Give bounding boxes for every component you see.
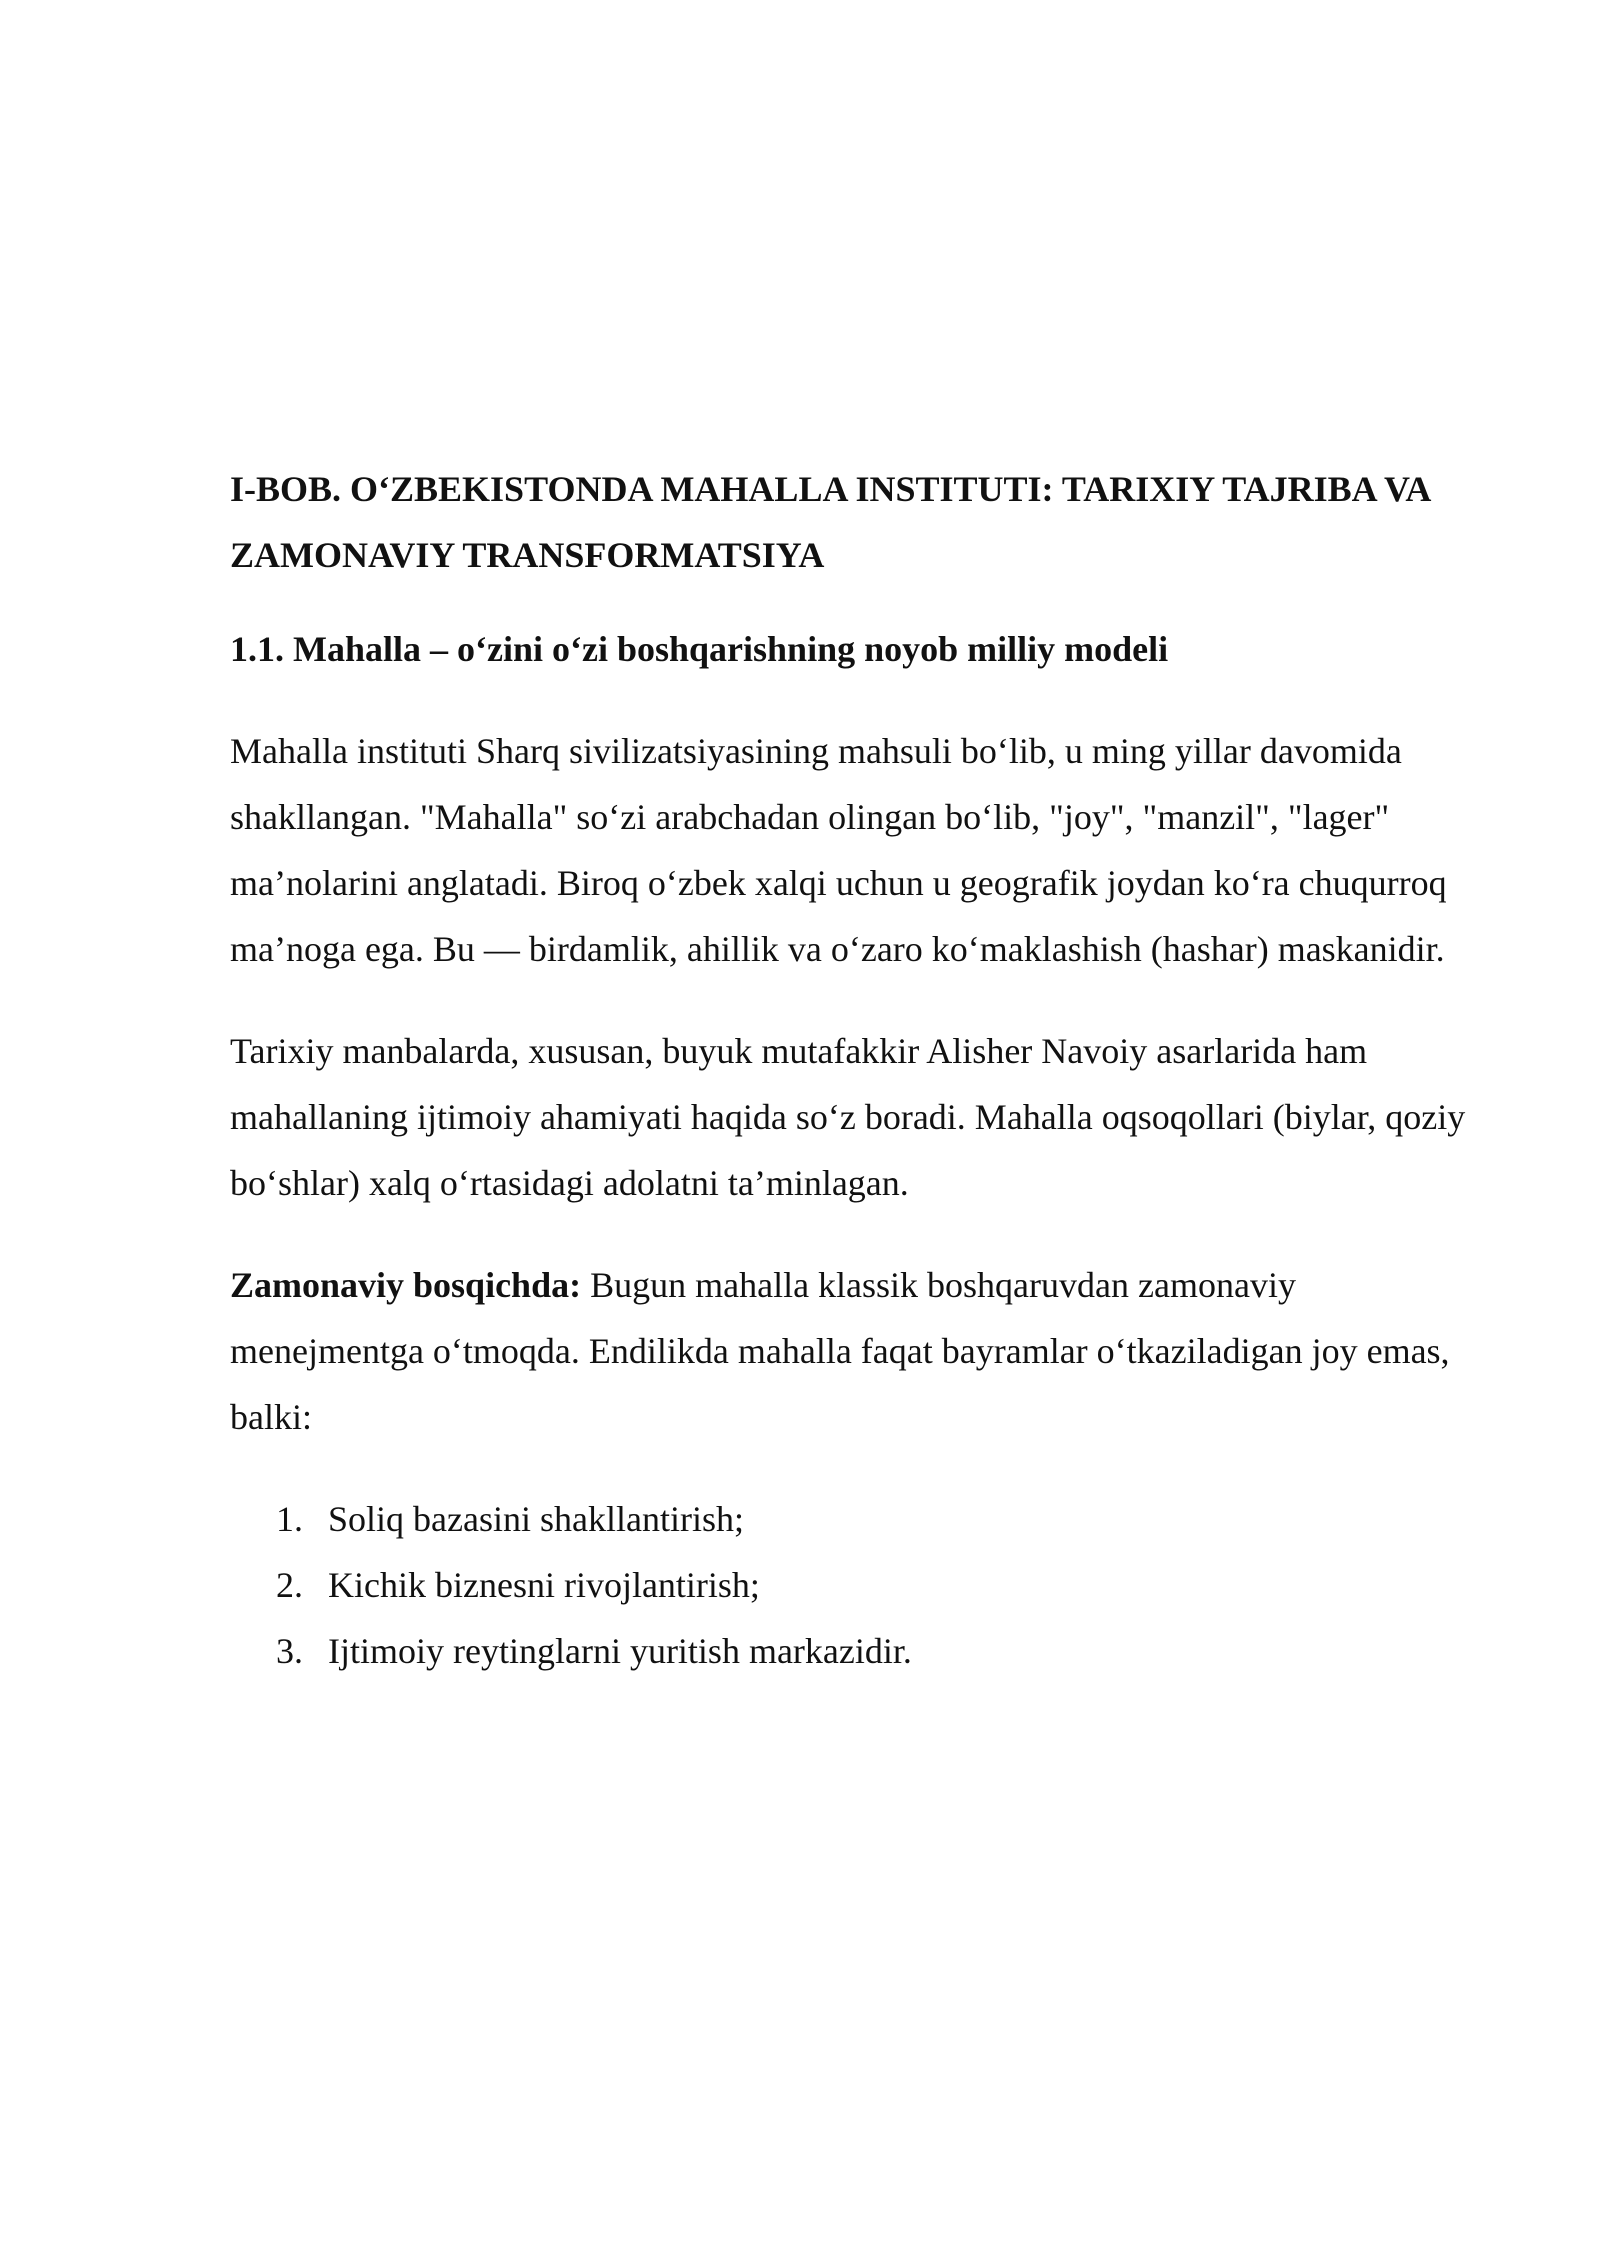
list-item bbox=[230, 1618, 1498, 1684]
modern-stage-lead: Zamonaviy bosqichda: bbox=[230, 1265, 582, 1305]
chapter-title: I-BOB. O‘ZBEKISTONDA MAHALLA INSTITUTI: TARIXIY TAJRIBA VA ZAMONAVIY TRANSFORMATSIYA bbox=[230, 469, 1430, 575]
list-item-text: Ijtimoiy reytinglarni yuritish markazidir. bbox=[328, 1631, 912, 1671]
list-item-text: Soliq bazasini shakllantirish; bbox=[328, 1499, 744, 1539]
modern-stage-text: Bugun mahalla klassik boshqaruvdan zamonaviy menejmentga o‘tmoqda. Endilikda mahalla faqat bayramlar o‘tkaziladigan joy emas, balki: bbox=[230, 1265, 1450, 1437]
document-page bbox=[230, 456, 1498, 1684]
paragraph-modern-stage bbox=[230, 1252, 1498, 1450]
list-item bbox=[230, 1486, 1498, 1552]
list-item-number: 3. bbox=[276, 1631, 303, 1671]
section-title: 1.1. Mahalla – o‘zini o‘zi boshqarishning noyob milliy modeli bbox=[230, 629, 1169, 669]
numbered-list bbox=[230, 1486, 1498, 1684]
list-item bbox=[230, 1552, 1498, 1618]
list-item-number: 1. bbox=[276, 1499, 303, 1539]
list-item-text: Kichik biznesni rivojlantirish; bbox=[328, 1565, 760, 1605]
list-item-number: 2. bbox=[276, 1565, 303, 1605]
paragraph-mahalla-origin: Mahalla instituti Sharq sivilizatsiyasining mahsuli bo‘lib, u ming yillar davomida shakllangan. "Mahalla" so‘zi arabchadan olingan bo‘lib, "joy", "manzil", "lager" ma’nolarini anglatadi. Biroq o‘zbek xalqi uchun u geografik joydan ko‘ra chuqurroq ma’noga ega. Bu — birdamlik, ahillik va o‘zaro ko‘maklashish (hashar) maskanidir. bbox=[230, 731, 1447, 969]
paragraph-historical-sources: Tarixiy manbalarda, xususan, buyuk mutafakkir Alisher Navoiy asarlarida ham mahallaning ijtimoiy ahamiyati haqida so‘z boradi. Mahalla oqsoqollari (biylar, qoziy bo‘shlar) xalq o‘rtasidagi adolatni ta’minlagan. bbox=[230, 1031, 1466, 1203]
